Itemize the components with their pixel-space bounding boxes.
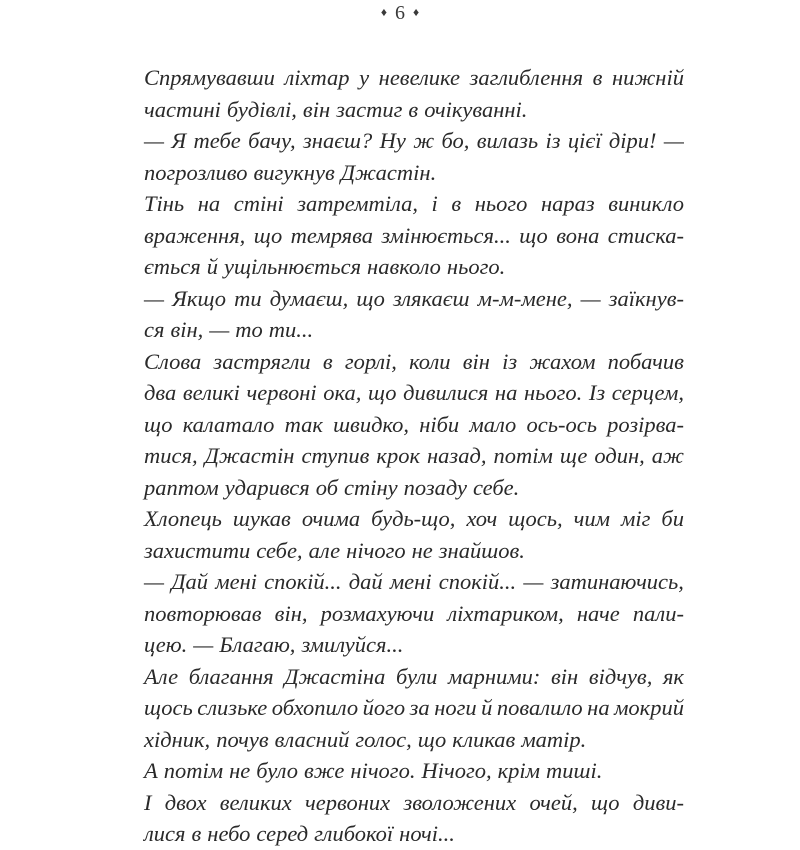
text-word: думаєш, <box>269 285 349 311</box>
text-word: що <box>367 380 397 405</box>
text-word: стиска- <box>607 222 684 248</box>
text-word: щось, <box>508 506 563 531</box>
text-word: ось-ось <box>526 411 597 437</box>
text-line <box>144 535 684 567</box>
text-word: зволожених <box>403 789 517 815</box>
text-line <box>144 566 684 598</box>
text-word: один, <box>594 443 645 468</box>
text-word: мало <box>469 411 517 437</box>
text-word: Нічого, <box>421 758 492 783</box>
text-word: міг <box>621 506 651 531</box>
text-word: його <box>362 695 406 720</box>
text-word: ущільнюється <box>224 254 362 279</box>
text-word: вона <box>556 222 600 248</box>
text-word: ти <box>234 285 262 311</box>
text-word: захистити <box>144 537 251 563</box>
text-word: ти... <box>268 317 314 342</box>
text-word: ока, <box>323 380 362 405</box>
page-number: 6 <box>395 2 405 24</box>
text-word: мокрий <box>614 695 684 720</box>
text-word: великих <box>219 789 292 815</box>
text-word: темрява <box>290 222 373 248</box>
text-line <box>144 629 684 661</box>
text-word: нараз <box>540 191 595 216</box>
text-word: ліхтар <box>284 65 350 90</box>
text-word: Джастіна <box>284 663 386 689</box>
text-word: заїкнув- <box>608 285 684 311</box>
story-text <box>144 62 684 850</box>
text-line <box>144 220 684 252</box>
text-word: калатало <box>182 411 275 437</box>
text-word: горлі, <box>344 348 397 374</box>
text-word: А <box>144 758 158 783</box>
text-word: матір. <box>521 726 587 752</box>
text-line <box>144 661 684 693</box>
text-word: — <box>209 317 230 342</box>
text-word: ступив <box>301 443 370 468</box>
text-word: знайшов. <box>438 537 525 563</box>
text-word: Тінь <box>144 191 185 216</box>
text-word: — <box>144 285 165 311</box>
text-word: і <box>431 191 438 216</box>
text-word: небо <box>207 821 251 846</box>
text-word: розірва- <box>607 411 684 437</box>
text-word: й <box>206 254 218 279</box>
text-line <box>144 157 684 189</box>
text-line <box>144 283 684 315</box>
text-word: щось <box>144 695 193 720</box>
text-line <box>144 409 684 441</box>
text-word: Хлопець <box>144 506 222 531</box>
text-word: змилуйся... <box>301 632 404 657</box>
text-word: серцем, <box>611 380 684 405</box>
text-word: було <box>256 758 299 783</box>
text-word: нічого. <box>350 758 416 783</box>
text-line <box>144 787 684 819</box>
text-word: із <box>502 348 518 374</box>
text-line <box>144 503 684 535</box>
text-word: наче <box>576 600 620 626</box>
text-word: тебе <box>193 128 241 153</box>
text-line <box>144 692 684 724</box>
text-word: два <box>144 380 177 405</box>
text-word: чим <box>573 506 610 531</box>
text-line <box>144 724 684 756</box>
text-word: Спрямувавши <box>144 65 275 90</box>
text-word: в <box>408 96 419 122</box>
text-word: цієї <box>567 128 602 153</box>
text-word: вилазь <box>476 128 539 153</box>
text-word: затремтіла, <box>297 191 418 216</box>
text-word: й <box>481 695 493 720</box>
text-word: він <box>551 663 579 689</box>
text-word: злякаєш <box>393 285 470 311</box>
text-word: застрягли <box>213 348 311 374</box>
text-word: власний <box>274 726 350 752</box>
text-line <box>144 472 684 504</box>
text-word: швидко, <box>333 411 409 437</box>
text-word: заглиблення <box>469 65 584 90</box>
text-word: — <box>144 569 165 594</box>
text-word: двох <box>164 789 207 815</box>
text-word: нього. <box>446 254 506 279</box>
text-word: побачив <box>607 348 684 374</box>
text-word: в <box>451 191 462 216</box>
text-word: вже <box>304 758 345 783</box>
text-word: він, <box>274 600 308 626</box>
text-word: враження, <box>144 222 246 248</box>
text-word: ночі... <box>399 821 455 846</box>
text-word: із <box>545 128 561 153</box>
text-line <box>144 755 684 787</box>
text-word: у <box>359 65 370 90</box>
text-word: диви- <box>632 789 684 815</box>
text-word: ся <box>144 317 165 342</box>
text-word: що <box>591 789 620 815</box>
text-word: серед <box>256 821 309 846</box>
text-word: дивилися <box>403 380 489 405</box>
text-word: в <box>322 348 333 374</box>
text-word: себе, <box>256 537 303 563</box>
text-line <box>144 62 684 94</box>
text-word: то <box>235 317 263 342</box>
text-word: нічого <box>346 537 406 563</box>
text-word: Ну <box>379 128 406 153</box>
text-word: об <box>315 474 339 500</box>
text-word: раптом <box>144 474 219 500</box>
text-word: не <box>229 758 251 783</box>
text-word: він <box>462 348 490 374</box>
text-word: навколо <box>367 254 441 279</box>
text-word: слизьке <box>197 695 268 720</box>
text-word: Благаю, <box>219 632 296 657</box>
text-word: ніби <box>419 411 460 437</box>
text-word: Джастін. <box>340 159 437 185</box>
text-word: шукав <box>232 506 291 531</box>
text-word: лися <box>144 821 186 846</box>
text-word: повалило <box>496 695 583 720</box>
text-word: коли <box>409 348 451 374</box>
text-word: голос, <box>355 726 412 752</box>
text-word: нижній <box>611 65 684 90</box>
text-word: як <box>662 663 684 689</box>
text-word: аж <box>651 443 684 468</box>
text-word: були <box>395 663 438 689</box>
text-word: ще <box>559 443 588 468</box>
text-word: бачу, <box>248 128 296 153</box>
text-word: цею. <box>144 632 188 657</box>
text-word: червоні <box>246 380 317 405</box>
text-word: повторював <box>144 600 262 626</box>
text-word: невелике <box>378 65 461 90</box>
text-word: ноги <box>434 695 477 720</box>
text-word: діри! <box>608 128 657 153</box>
text-word: будівлі, <box>226 96 297 122</box>
text-word: благання <box>188 663 274 689</box>
text-word: мені <box>389 569 432 594</box>
text-line <box>144 94 684 126</box>
text-word: стіні <box>233 191 284 216</box>
text-word: почув <box>216 726 269 752</box>
text-word: — <box>193 632 214 657</box>
text-word: на <box>197 191 221 216</box>
text-word: очима <box>301 506 361 531</box>
text-word: дай <box>348 569 383 594</box>
text-word: позаду <box>403 474 467 500</box>
text-word: він, <box>170 317 204 342</box>
text-word: що <box>253 222 283 248</box>
text-word: крок <box>376 443 420 468</box>
text-word: Але <box>144 663 179 689</box>
text-word: в <box>191 821 202 846</box>
text-word: ударився <box>224 474 310 500</box>
text-word: застиг <box>336 96 403 122</box>
text-word: ліхтариком, <box>447 600 564 626</box>
text-word: нього <box>474 191 528 216</box>
text-word: пали- <box>632 600 684 626</box>
text-word: він <box>302 96 331 122</box>
page-number-header <box>0 2 800 25</box>
text-word: мені <box>215 569 257 594</box>
text-word: змінюється... <box>381 222 511 248</box>
text-line <box>144 188 684 220</box>
text-word: І <box>144 789 152 815</box>
text-word: марними: <box>448 663 541 689</box>
text-word: хідник, <box>144 726 211 752</box>
diamond-ornament-right-icon: ♦ <box>413 4 420 19</box>
text-word: на <box>494 380 518 405</box>
text-word: — <box>580 285 601 311</box>
text-word: що <box>417 726 447 752</box>
text-word: потім <box>163 758 224 783</box>
text-word: знаєш? <box>303 128 373 153</box>
text-line <box>144 818 684 850</box>
text-word: очікуванні. <box>424 96 528 122</box>
text-word: так <box>284 411 323 437</box>
text-word: — <box>663 128 684 153</box>
text-line <box>144 377 684 409</box>
text-word: що <box>519 222 548 248</box>
text-word: глибокої <box>314 821 394 846</box>
text-word: потім <box>493 443 553 468</box>
text-word: — <box>523 569 544 594</box>
text-word: Якщо <box>172 285 226 311</box>
text-word: хоч <box>466 506 498 531</box>
text-word: нього. <box>523 380 583 405</box>
text-word: Джастін <box>204 443 295 468</box>
text-line <box>144 251 684 283</box>
text-word: затинаючись, <box>550 569 684 594</box>
text-word: Дай <box>171 569 209 594</box>
text-word: спокій... <box>264 569 342 594</box>
text-word: би <box>661 506 684 531</box>
text-line <box>144 125 684 157</box>
text-word: ється <box>144 254 201 279</box>
text-word: відчув, <box>588 663 653 689</box>
text-word: Я <box>171 128 187 153</box>
text-word: погрозливо <box>144 159 248 185</box>
diamond-ornament-left-icon: ♦ <box>380 4 387 19</box>
text-word: себе. <box>472 474 520 500</box>
text-word: виникло <box>608 191 684 216</box>
text-line <box>144 346 684 378</box>
text-word: червоних <box>305 789 391 815</box>
text-word: за <box>409 695 430 720</box>
text-word: кликав <box>452 726 516 752</box>
text-word: — <box>144 128 165 153</box>
text-word: Слова <box>144 348 202 374</box>
text-line <box>144 440 684 472</box>
text-line <box>144 598 684 630</box>
text-word: ж <box>413 128 435 153</box>
text-word: частині <box>144 96 221 122</box>
text-word: назад, <box>427 443 487 468</box>
text-word: але <box>308 537 341 563</box>
text-word: тиші. <box>546 758 603 783</box>
text-word: будь-що, <box>371 506 456 531</box>
text-word: що <box>356 285 385 311</box>
text-word: що <box>144 411 173 437</box>
text-word: бо, <box>441 128 470 153</box>
text-word: крім <box>497 758 540 783</box>
text-word: жахом <box>529 348 596 374</box>
text-word: Із <box>588 380 606 405</box>
text-line <box>144 314 684 346</box>
text-word: на <box>587 695 610 720</box>
text-word: м-м-мене, <box>477 285 573 311</box>
text-word: великі <box>182 380 240 405</box>
text-word: спокій... <box>438 569 517 594</box>
text-word: тися, <box>144 443 198 468</box>
text-word: розмахуючи <box>320 600 435 626</box>
text-word: вигукнув <box>253 159 335 185</box>
text-word: очей, <box>529 789 578 815</box>
text-word: не <box>411 537 433 563</box>
text-word: в <box>592 65 603 90</box>
text-word: стіну <box>344 474 398 500</box>
text-word: обхопило <box>271 695 359 720</box>
